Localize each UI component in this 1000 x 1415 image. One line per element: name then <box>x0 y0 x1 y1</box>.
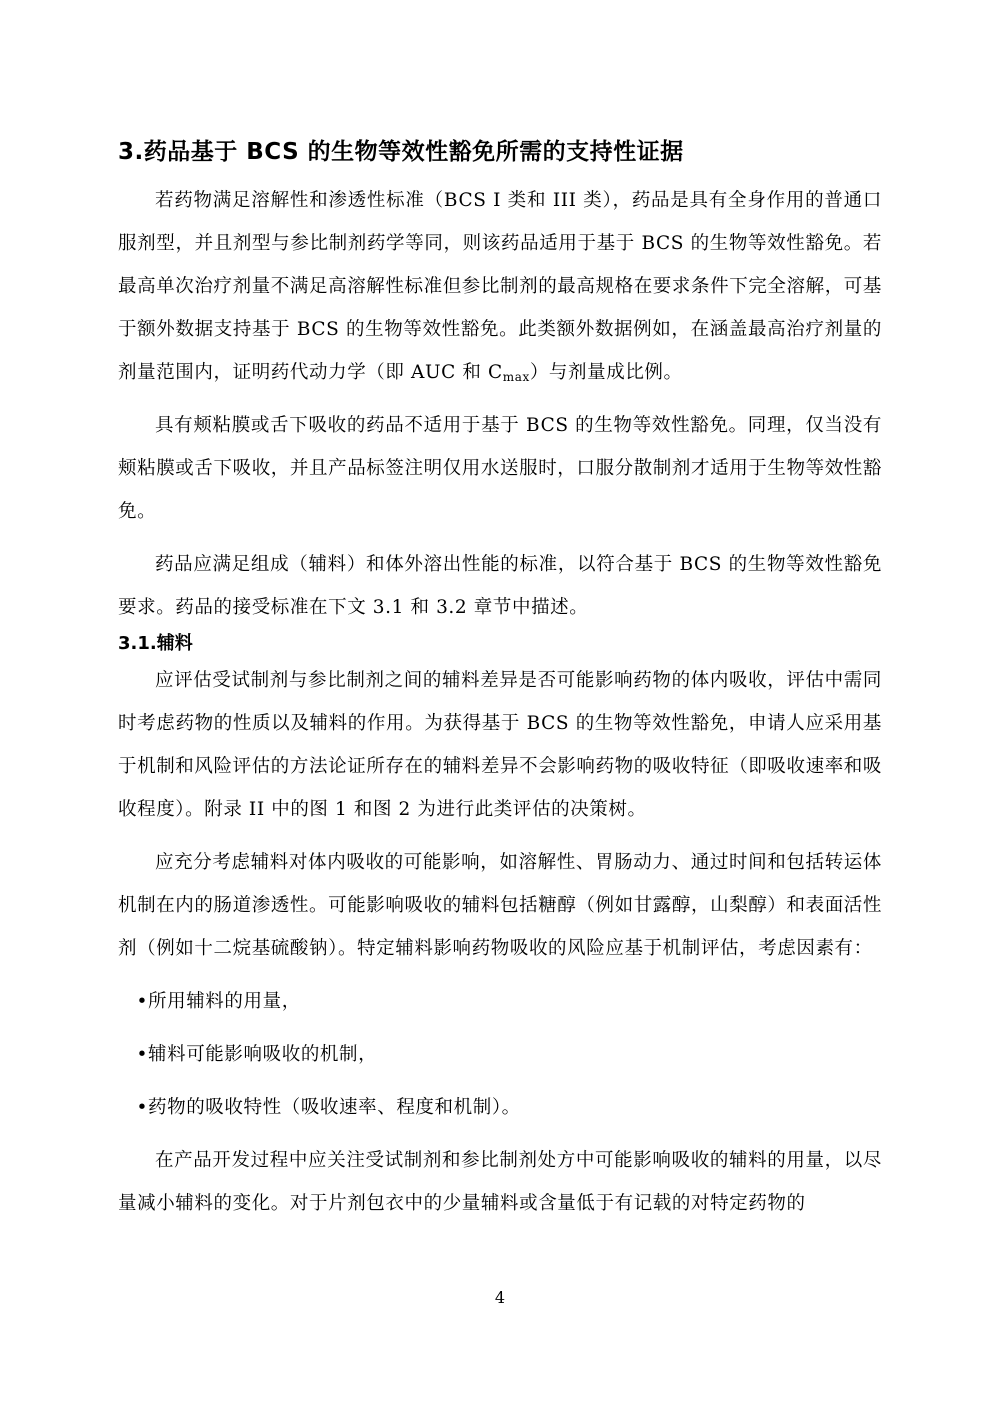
spacer <box>118 1023 882 1033</box>
spacer <box>118 970 882 980</box>
spacer <box>118 394 882 404</box>
cmax-subscript: max <box>502 370 530 384</box>
paragraph-bcs-eligibility <box>118 179 882 394</box>
bullet-item: •所用辅料的用量， <box>136 991 301 1012</box>
spacer <box>118 533 882 543</box>
paragraph-excipient-amounts: 在产品开发过程中应关注受试制剂和参比制剂处方中可能影响吸收的辅料的用量，以尽量减小辅料的变化。对于片剂包衣中的少量辅料或含量低于有记载的对特定药物的 <box>118 1150 882 1214</box>
bullet-item: •辅料可能影响吸收的机制， <box>136 1044 378 1065</box>
subsection-heading: 3.1.辅料 <box>118 633 193 654</box>
paragraph-text-end: ）与剂量成比例。 <box>529 362 683 383</box>
paragraph-buccal-absorption: 具有颊粘膜或舌下吸收的药品不适用于基于 BCS 的生物等效性豁免。同理，仅当没有颊粘膜或舌下吸收，并且产品标签注明仅用水送服时，口服分散制剂才适用于生物等效性豁免。 <box>118 415 883 522</box>
spacer <box>118 831 882 841</box>
spacer <box>118 1129 882 1139</box>
page-number: 4 <box>494 1288 506 1307</box>
paragraph-excipient-effects: 应充分考虑辅料对体内吸收的可能影响，如溶解性、胃肠动力、通过时间和包括转运体机制在内的肠道渗透性。可能影响吸收的辅料包括糖醇（例如甘露醇，山梨醇）和表面活性剂（例如十二烷基硫酸钠）。特定辅料影响药物吸收的风险应基于机制评估，考虑因素有： <box>118 852 883 959</box>
paragraph-text: 若药物满足溶解性和渗透性标准（BCS I 类和 III 类），药品是具有全身作用的普通口服剂型，并且剂型与参比制剂药学等同，则该药品适用于基于 BCS 的生物等效性豁免。若最高单次治疗剂量不满足高溶解性标准但参比制剂的最高规格在要求条件下完全溶解，可基于额外数据支持基于 BCS 的生物等效性豁免。此类额外数据例如，在涵盖最高治疗剂量的剂量范围内，证明药代动力学（即 AUC 和 C <box>118 190 883 383</box>
spacer <box>118 169 882 179</box>
bullet-item: •药物的吸收特性（吸收速率、程度和机制）。 <box>136 1097 521 1118</box>
paragraph-acceptance-criteria: 药品应满足组成（辅料）和体外溶出性能的标准，以符合基于 BCS 的生物等效性豁免要求。药品的接受标准在下文 3.1 和 3.2 章节中描述。 <box>118 554 882 618</box>
paragraph-excipient-assessment: 应评估受试制剂与参比制剂之间的辅料差异是否可能影响药物的体内吸收，评估中需同时考虑药物的性质以及辅料的作用。为获得基于 BCS 的生物等效性豁免，申请人应采用基于机制和风险评估的方法论证所存在的辅料差异不会影响药物的吸收特征（即吸收速率和吸收程度）。附录 II 中的图 1 和图 2 为进行此类评估的决策树。 <box>118 670 883 820</box>
section-heading: 3.药品基于 BCS 的生物等效性豁免所需的支持性证据 <box>118 139 684 165</box>
page-content <box>118 135 882 1225</box>
spacer <box>118 1076 882 1086</box>
